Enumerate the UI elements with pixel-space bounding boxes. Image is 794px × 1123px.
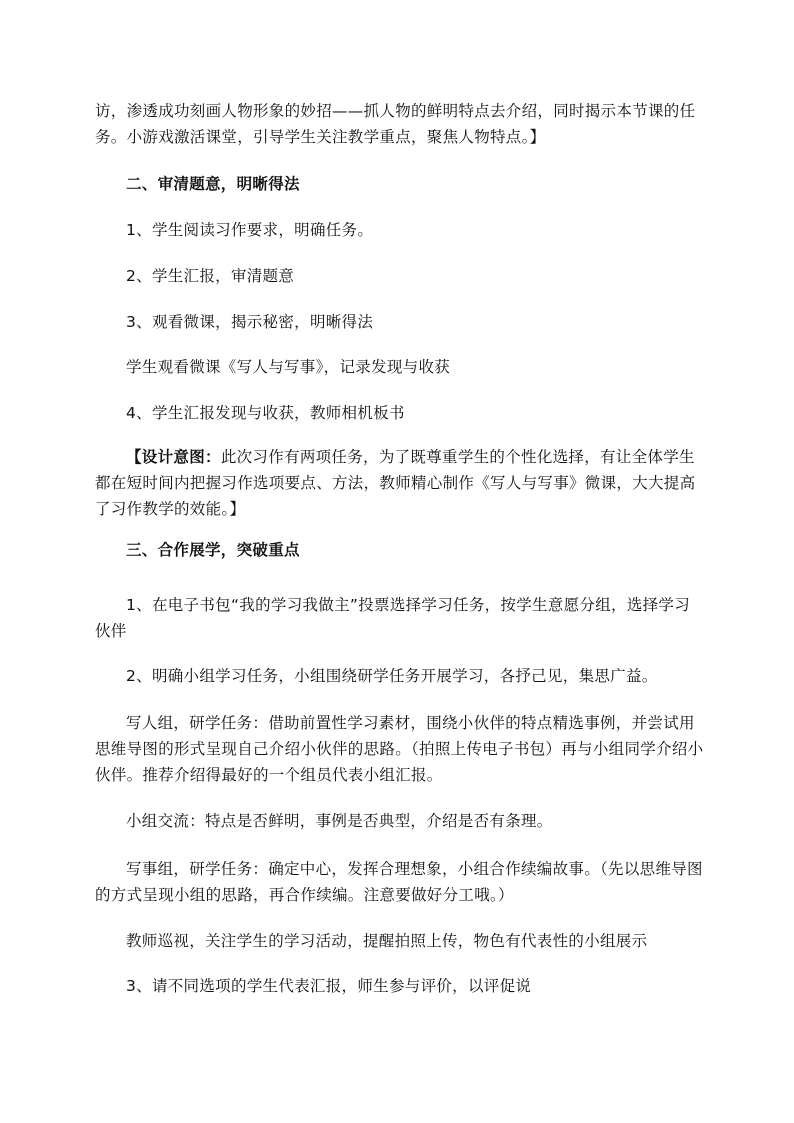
section-heading-3: 三、合作展学，突破重点 — [126, 541, 300, 559]
paragraph-group-exchange: 小组交流：特点是否鲜明，事例是否典型，介绍是否有条理。 — [126, 812, 553, 830]
paragraph-step-2: 2、学生汇报，审清题意 — [126, 267, 295, 285]
paragraph-step-1: 1、学生阅读习作要求，明确任务。 — [126, 221, 374, 239]
paragraph-writing-events-group: 写事组，研学任务：确定中心，发挥合理想象，小组合作续编故事。（先以思维导图的方式呈现小组的思路，再合作续编。注意要做好分工哦。） — [95, 860, 703, 904]
paragraph-microcourse: 学生观看微课《写人与写事》，记录发现与收获 — [126, 358, 451, 376]
paragraph-task-1: 1、在电子书包“我的学习我做主”投票选择学习任务，按学生意愿分组，选择学习伙伴 — [95, 596, 691, 640]
paragraph-task-3: 3、请不同选项的学生代表汇报，师生参与评价，以评促说 — [126, 977, 532, 995]
design-intent-text: 此次习作有两项任务，为了既尊重学生的个性化选择，有让全体学生都在短时间内把握习作选项要点、方法，教师精心制作《写人与写事》微课，大大提高了习作教学的效能。】 — [95, 448, 696, 518]
paragraph-teacher-patrol: 教师巡视，关注学生的学习活动，提醒拍照上传，物色有代表性的小组展示 — [126, 932, 648, 950]
paragraph-intro-continuation: 访，渗透成功刻画人物形象的妙招——抓人物的鲜明特点去介绍，同时揭示本节课的任务。小游戏激活课堂，引导学生关注教学重点，聚焦人物特点。】 — [95, 102, 696, 146]
paragraph-design-intent — [95, 444, 705, 522]
paragraph-step-3: 3、观看微课，揭示秘密，明晰得法 — [126, 313, 374, 331]
paragraph-step-4: 4、学生汇报发现与收获，教师相机板书 — [126, 404, 405, 422]
section-heading-2: 二、审清题意，明晰得法 — [126, 175, 300, 193]
paragraph-task-2: 2、明确小组学习任务，小组围绕研学任务开展学习，各抒己见，集思广益。 — [126, 667, 658, 685]
paragraph-writing-people-group: 写人组，研学任务：借助前置性学习素材，围绕小伙伴的特点精选事例，并尝试用思维导图的形式呈现自己介绍小伙伴的思路。（拍照上传电子书包）再与小组同学介绍小伙伴。推荐介绍得最好的一个组员代表小组汇报。 — [95, 714, 704, 784]
design-intent-label: 【设计意图： — [126, 448, 221, 466]
